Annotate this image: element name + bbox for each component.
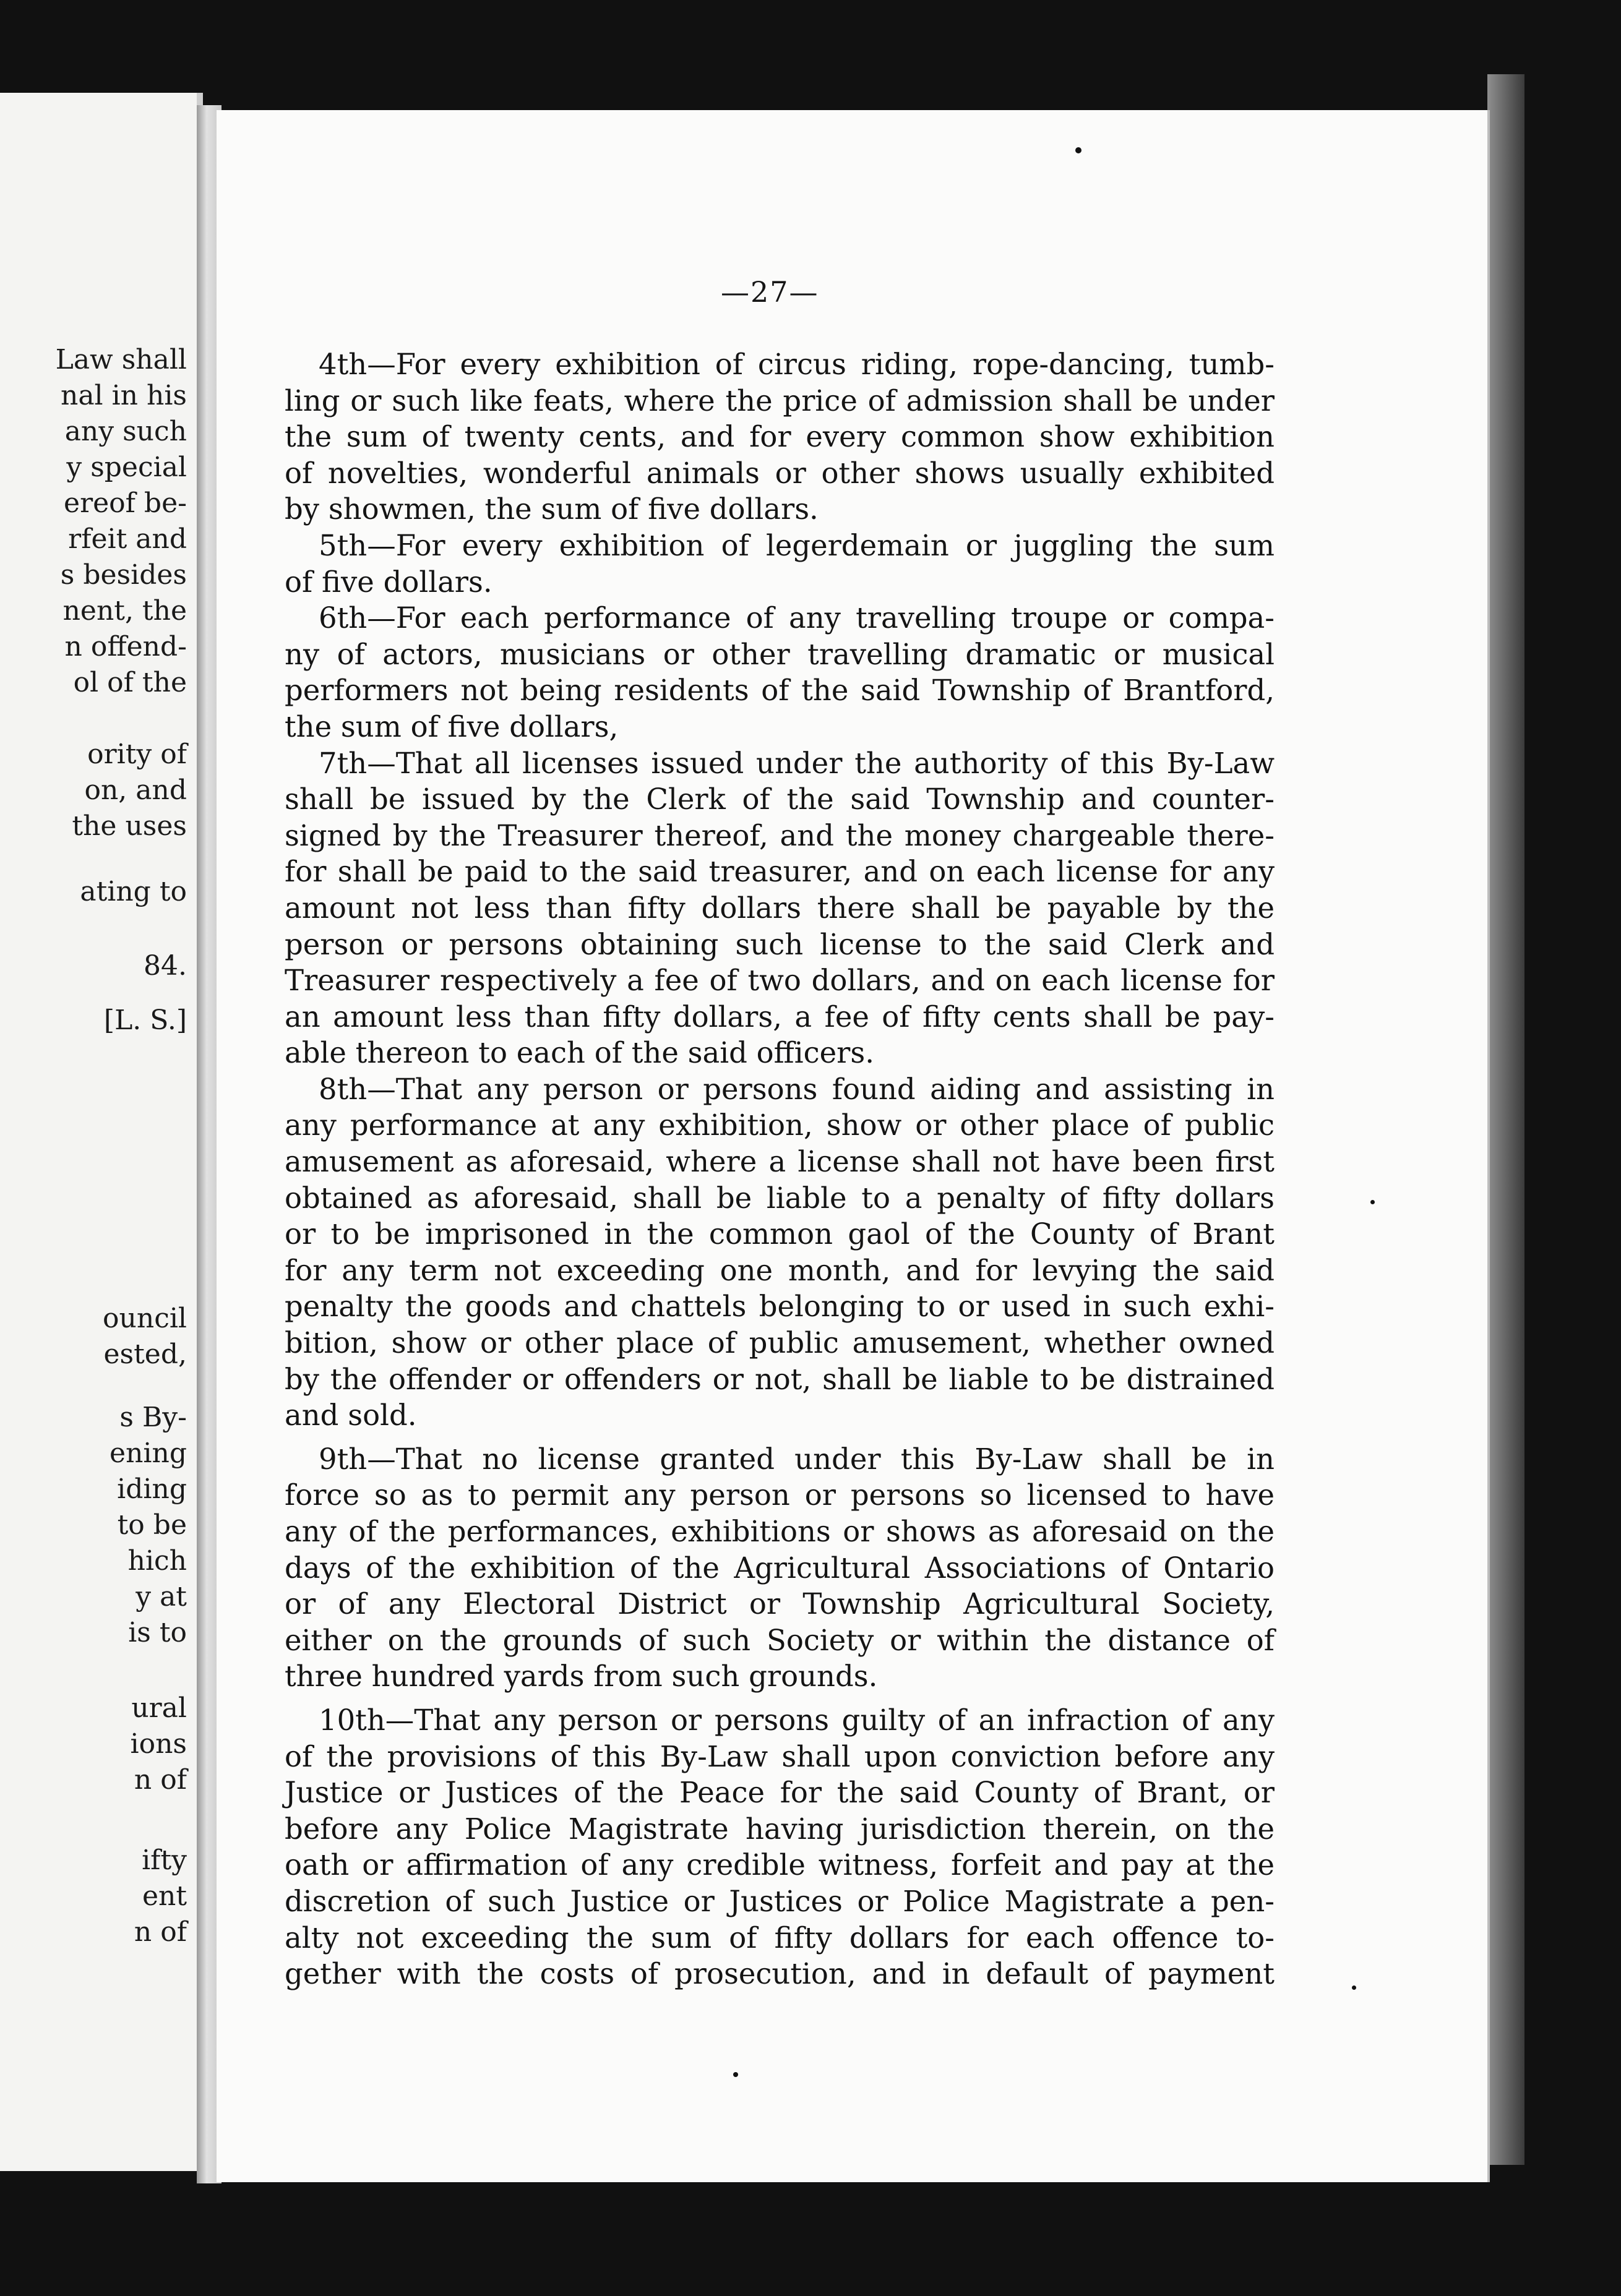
left-fragment: ating to (80, 876, 187, 907)
text-line: the sum of five dollars, (285, 709, 619, 743)
left-fragment: ifty (142, 1844, 187, 1876)
text-line: 5th—For every exhibition of legerdemain or juggling the sum (319, 528, 1275, 562)
text-line: discretion of such Justice or Justices or Police Magistrate a pen- (285, 1884, 1275, 1918)
text-line: 6th—For each performance of any travelling troupe or compa- (319, 601, 1275, 635)
left-fragment: any such (64, 416, 187, 447)
left-fragment: ority of (87, 739, 187, 770)
left-fragment: the uses (72, 810, 187, 842)
left-fragment: is to (128, 1617, 187, 1648)
text-line: shall be issued by the Clerk of the said Township and counter- (285, 782, 1275, 816)
text-line: Treasurer respectively a fee of two dollars, and on each license for (285, 964, 1275, 998)
left-fragment: ent (142, 1880, 187, 1912)
text-line: by the offender or offenders or not, shall be liable to be distrained (285, 1362, 1275, 1396)
text-line: of five dollars. (285, 565, 492, 599)
text-line: or to be imprisoned in the common gaol of the County of Brant (285, 1217, 1275, 1251)
text-line: either on the grounds of such Society or within the distance of (285, 1623, 1275, 1657)
text-line: signed by the Treasurer thereof, and the money chargeable there- (285, 818, 1275, 852)
left-fragment: s By- (119, 1402, 187, 1433)
left-fragment: Law shall (55, 344, 187, 375)
text-line: 4th—For every exhibition of circus riding, rope-dancing, tumb- (319, 348, 1275, 381)
scan-speck (1075, 147, 1081, 153)
left-fragment: n offend- (64, 631, 187, 662)
text-line: any of the performances, exhibitions or shows as aforesaid on the (285, 1515, 1275, 1548)
left-fragment: nal in his (60, 380, 187, 411)
text-line: ling or such like feats, where the price of admission shall be under (285, 383, 1275, 418)
left-fragment: s besides (60, 559, 187, 591)
left-fragment: ested, (103, 1339, 187, 1370)
scan-speck (1370, 1200, 1375, 1204)
text-line: 9th—That no license granted under this By-Law shall be in (319, 1442, 1275, 1476)
left-fragment: y special (66, 452, 187, 483)
text-line: by showmen, the sum of five dollars. (285, 492, 819, 526)
text-line: for any term not exceeding one month, and for levying the said (285, 1253, 1275, 1287)
text-line: for shall be paid to the said treasurer, and on each license for any (285, 855, 1275, 889)
scan-speck (1352, 1985, 1356, 1990)
text-line: performers not being residents of the said Township of Brantford, (285, 674, 1275, 708)
left-fragment: ereof be- (64, 487, 187, 519)
left-fragment: ouncil (103, 1303, 187, 1334)
left-fragment: n of (134, 1764, 187, 1796)
text-line: force so as to permit any person or persons so licensed to have (285, 1478, 1275, 1512)
text-line: an amount less than fifty dollars, a fee of fifty cents shall be pay- (285, 1000, 1275, 1034)
text-line: before any Police Magistrate having jurisdiction therein, on the (285, 1812, 1275, 1846)
left-fragment: on, and (84, 774, 187, 806)
scan-speck (733, 2072, 738, 2077)
page-edge-shadow (1487, 74, 1524, 2165)
text-line: ny of actors, musicians or other travelling dramatic or musical (285, 637, 1275, 671)
text-line: oath or affirmation of any credible witness, forfeit and pay at the (285, 1848, 1275, 1882)
text-line: of the provisions of this By-Law shall upon conviction before any (285, 1739, 1275, 1773)
bylaw-text (285, 346, 1275, 1992)
left-fragment: ural (131, 1692, 187, 1724)
left-page-margin (0, 93, 203, 2171)
left-fragment: ol of the (73, 667, 187, 698)
left-fragment: y at (135, 1581, 187, 1613)
left-fragment: iding (117, 1473, 187, 1505)
text-line: Justice or Justices of the Peace for the said County of Brant, or (285, 1776, 1275, 1810)
text-line: able thereon to each of the said officers. (285, 1036, 875, 1070)
left-fragment: rfeit and (68, 523, 187, 555)
text-line: 8th—That any person or persons found aiding and assisting in (319, 1072, 1275, 1106)
text-line: or of any Electoral District or Township Agricultural Society, (285, 1587, 1275, 1621)
left-fragment: [L. S.] (103, 1004, 187, 1036)
text-line: amusement as aforesaid, where a license shall not have been first (285, 1145, 1275, 1179)
text-line: obtained as aforesaid, shall be liable to a penalty of fifty dollars (285, 1181, 1275, 1215)
left-fragment: to be (117, 1509, 187, 1541)
left-fragment: hich (127, 1545, 187, 1577)
text-line: of novelties, wonderful animals or other shows usually exhibited (285, 456, 1275, 490)
text-line: and sold. (285, 1399, 417, 1433)
text-line: any performance at any exhibition, show or other place of public (285, 1108, 1275, 1142)
text-line: bition, show or other place of public amusement, whether owned (285, 1326, 1275, 1360)
text-line: three hundred yards from such grounds. (285, 1660, 878, 1694)
text-line: penalty the goods and chattels belonging to or used in such exhi- (285, 1290, 1275, 1324)
text-line: 10th—That any person or persons guilty of an infraction of any (319, 1703, 1275, 1737)
left-fragment: n of (134, 1916, 187, 1948)
text-line: person or persons obtaining such license to the said Clerk and (285, 927, 1275, 961)
left-fragment: ions (130, 1728, 187, 1760)
left-fragment: ening (110, 1437, 187, 1469)
text-line: amount not less than fifty dollars there shall be payable by the (285, 891, 1275, 925)
left-fragment: 84. (144, 950, 187, 982)
text-line: days of the exhibition of the Agricultural Associations of Ontario (285, 1551, 1275, 1585)
left-fragment: nent, the (62, 595, 187, 627)
text-line: gether with the costs of prosecution, and in default of payment (285, 1957, 1275, 1991)
text-line: alty not exceeding the sum of fifty dollars for each offence to- (285, 1921, 1275, 1955)
text-line: the sum of twenty cents, and for every common show exhibition (285, 420, 1275, 454)
page-number: —27— (721, 275, 819, 309)
text-line: 7th—That all licenses issued under the authority of this By-Law (319, 746, 1275, 780)
